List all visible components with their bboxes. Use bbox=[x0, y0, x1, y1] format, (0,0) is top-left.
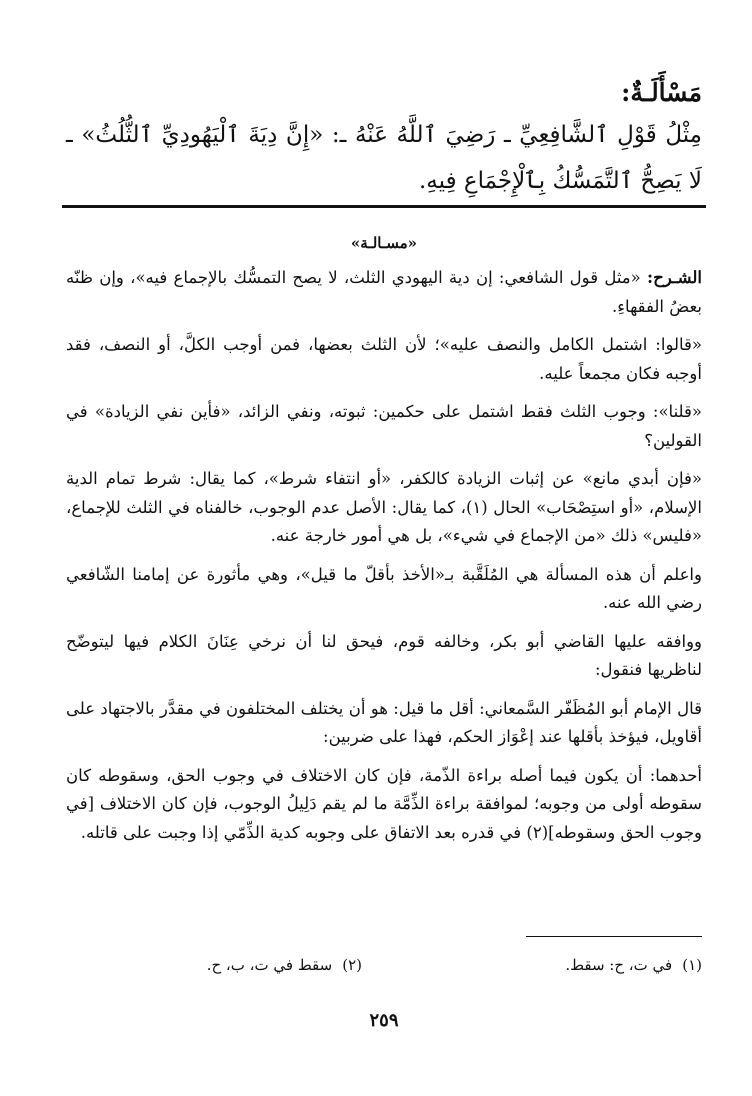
paragraph-text: «قلنا»: وجوب الثلث فقط اشتمل على حكمين: ثبوته، ونفي الزائد، «فأين نفي الزيادة» في القولين؟ bbox=[66, 402, 702, 450]
paragraph-text: أحدهما: أن يكون فيما أصله براءة الذّمة، فإن كان الاختلاف في وجوب الحق، وسقوطه كان سقوطه أولى من وجوبه؛ لموافقة براءة الذِّمَّة ما لم يقم دَلِيلُ الوجوب، فإن كان الاختلاف [في وجوب الحق وسقوطه](٢) في قدره بعد الاتفاق على وجوبه كدية الذِّمّي إذا وجبت على قاتله. bbox=[66, 765, 702, 842]
paragraph-text: «مثل قول الشافعي: إن دية اليهودي الثلث، لا يصح التمسُّك بالإجماع فيه»، وإن ظنّه بعضُ الفقهاءِ. bbox=[66, 268, 702, 316]
footnote-text: سقط في ت، ب، ح. bbox=[206, 956, 333, 974]
paragraph bbox=[66, 762, 702, 848]
page-number: ٢٥٩ bbox=[369, 1010, 399, 1031]
paragraph-text: ووافقه عليها القاضي أبو بكر، وخالفه قوم، فيحق لنا أن نرخي عِنَانَ الكلام فيها ليتوضّح لناظريها فنقول: bbox=[66, 631, 702, 679]
paragraph bbox=[66, 561, 702, 618]
issue-heading: مَسْأَلَـةٌ: bbox=[621, 78, 702, 107]
footnote-number: (١) bbox=[682, 956, 702, 974]
footnote-text: في ت، ح: سقط. bbox=[565, 956, 673, 974]
section-divider bbox=[62, 205, 706, 208]
paragraph-lead: الشـرح: bbox=[646, 268, 702, 287]
paragraph bbox=[66, 264, 702, 321]
commentary-body bbox=[66, 264, 702, 857]
paragraph-text: «قالوا: اشتمل الكامل والنصف عليه»؛ لأن الثلث بعضها، فمن أوجب الكلَّ، أو النصف، فقد أوجبه فكان مجمعاً عليه. bbox=[66, 335, 702, 383]
commentary-title: «مسـالـة» bbox=[350, 234, 418, 252]
paragraph-text: واعلم أن هذه المسألة هي المُلَقَّبة بـ«الأخذ بأقلّ ما قيل»، وهي مأثورة عن إمامنا الشّافعي رضي الله عنه. bbox=[66, 564, 702, 612]
paragraph bbox=[66, 695, 702, 752]
footnote bbox=[362, 953, 702, 977]
footnotes bbox=[66, 953, 702, 977]
paragraph bbox=[66, 398, 702, 455]
main-text: مِثْلُ قَوْلِ ٱلشَّافِعِيِّ ـ رَضِيَ ٱللَّهُ عَنْهُ ـ: «إِنَّ دِيَةَ ٱلْيَهُودِيِّ ٱلثُّلُثُ» ـ لَا يَصِحُّ ٱلتَّمَسُّكُ بِٱلْإِجْمَاعِ فِيهِ. bbox=[66, 122, 702, 194]
paragraph-text: «فإن أبدي مانع» عن إثبات الزيادة كالكفر، «أو انتفاء شرط»، كما يقال: شرط تمام الدية الإسلام، «أو استِصْحَاب» الحال (١)، كما يقال: الأصل عدم الوجوب، خالفناه في الثلث للإجماع، «فليس» ذلك «من الإجماع في شيء»، بل هي أمور خارجة عنه. bbox=[66, 469, 702, 545]
paragraph-text: قال الإمام أبو المُظَفّر السَّمعاني: أقل ما قيل: هو أن يختلف المختلفون في مقدَّر بالاجتهاد على أقاويل، فيؤخذ بأقلها عند إعْوَاز الحكم، فهذا على ضربين: bbox=[66, 698, 702, 746]
footnote bbox=[207, 953, 362, 977]
paragraph bbox=[66, 465, 702, 551]
footnote-number: (٢) bbox=[342, 956, 362, 974]
paragraph bbox=[66, 628, 702, 685]
paragraph bbox=[66, 331, 702, 388]
footnote-rule bbox=[526, 936, 702, 937]
book-page bbox=[66, 0, 702, 1096]
